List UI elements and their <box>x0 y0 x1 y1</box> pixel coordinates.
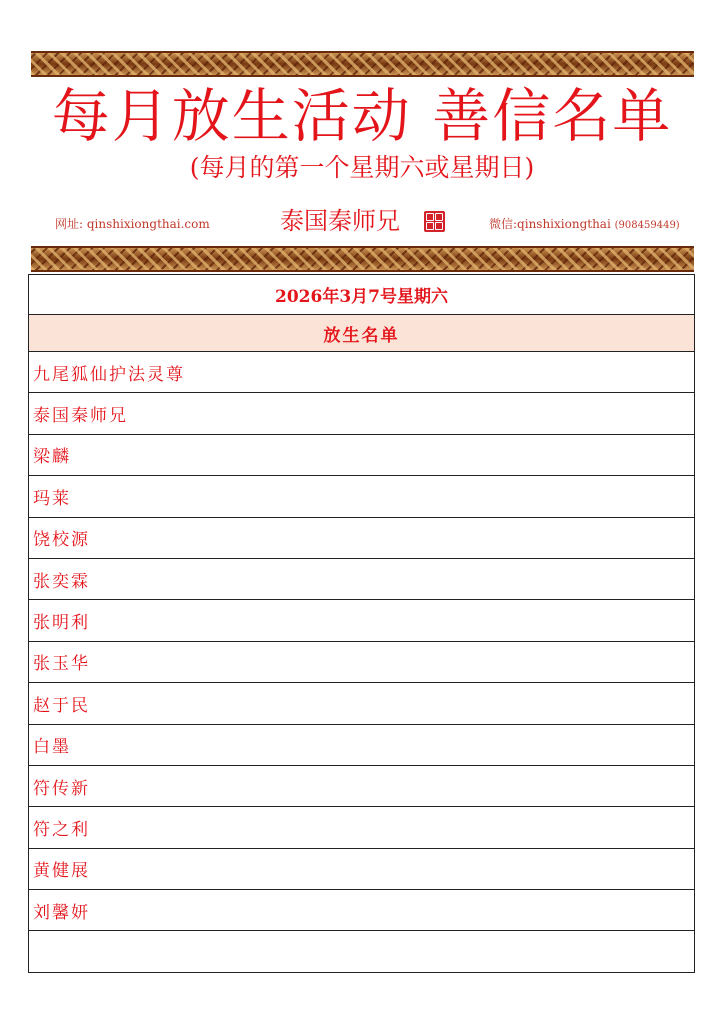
page-title: 每月放生活动 善信名单 <box>51 82 673 150</box>
name-cell <box>29 931 695 972</box>
name-cell: 张玉华 <box>29 641 695 682</box>
brand-name: 泰国秦师兄 <box>280 207 400 235</box>
date-cell: 2026年3月7号星期六 <box>29 275 695 315</box>
table-row <box>29 890 695 931</box>
name-cell: 九尾狐仙护法灵尊 <box>29 352 695 393</box>
list-header: 放生名单 <box>29 315 695 352</box>
table-row <box>29 641 695 682</box>
table-row <box>29 848 695 889</box>
name-cell: 玛莱 <box>29 476 695 517</box>
name-cell: 黄健展 <box>29 848 695 889</box>
table-row <box>29 724 695 765</box>
table-row <box>29 476 695 517</box>
table-row <box>29 807 695 848</box>
table-row <box>29 558 695 599</box>
table-row <box>29 683 695 724</box>
name-cell: 白墨 <box>29 724 695 765</box>
name-cell: 张明利 <box>29 600 695 641</box>
name-cell: 符传新 <box>29 765 695 806</box>
wechat-number: (908459449) <box>614 220 680 231</box>
table-row <box>29 600 695 641</box>
name-cell: 张奕霖 <box>29 558 695 599</box>
name-cell: 刘馨妍 <box>29 890 695 931</box>
name-cell: 符之利 <box>29 807 695 848</box>
table-row <box>29 352 695 393</box>
table-row <box>29 434 695 475</box>
name-cell: 饶校源 <box>29 517 695 558</box>
date-row <box>29 275 695 315</box>
table-row <box>29 931 695 972</box>
table-row <box>29 393 695 434</box>
seal-icon <box>424 211 445 232</box>
header-row <box>29 315 695 352</box>
name-cell: 泰国秦师兄 <box>29 393 695 434</box>
website-text: 网址: qinshixiongthai.com <box>55 217 210 231</box>
name-cell: 赵于民 <box>29 683 695 724</box>
decorative-border-top <box>31 51 694 77</box>
page-subtitle: (每月的第一个星期六或星期日) <box>189 153 535 182</box>
decorative-border-bottom <box>31 246 694 272</box>
table-row <box>29 517 695 558</box>
name-cell: 梁麟 <box>29 434 695 475</box>
wechat-label: 微信:qinshixiongthai <box>489 217 611 231</box>
wechat-text <box>489 215 680 232</box>
name-list-table <box>28 274 695 973</box>
table-row <box>29 765 695 806</box>
